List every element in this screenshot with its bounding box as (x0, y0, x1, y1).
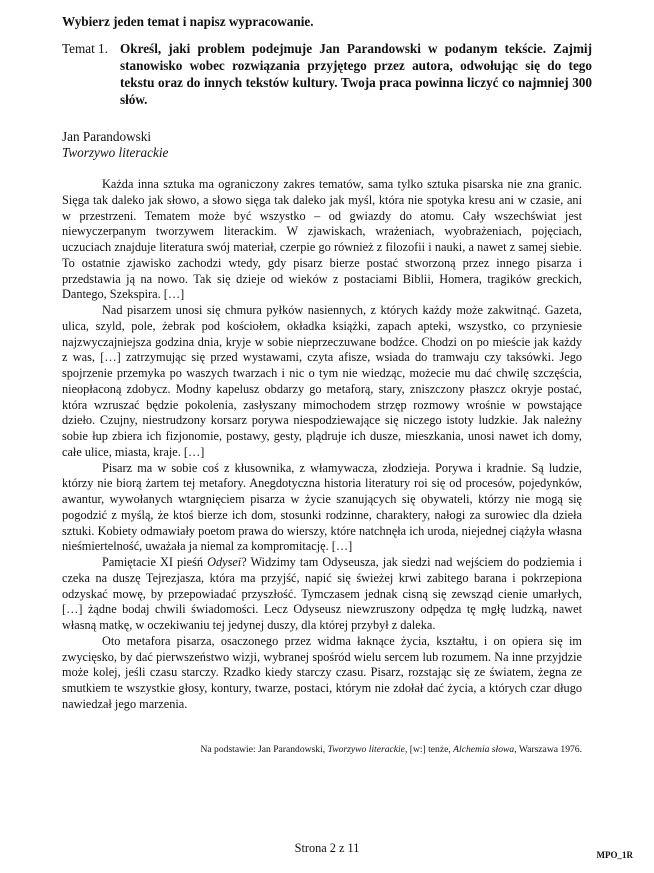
author-name: Jan Parandowski (62, 129, 152, 144)
task-1 (62, 40, 592, 108)
paragraph-4: Pamiętacie XI pieśń Odysei? Widzimy tam Odyseusza, jak siedzi nad wejściem do podziemia i czeka na duszę Tejrezjasza, która ma przyjść, napić się świeżej krwi zabitego barana i pokrzepiona odzyskać mowę, by przepowiadać przyszłość. Tymczasem jednak cisną się zewsząd cienie umarłych, […] żądne bodaj chwili świadomości. Lecz Odyseusz niewzruszony odpędza tę mgłę ludzką, nawet własną matkę, w oczekiwaniu tej jedynej duszy, dla której przybył z daleka. (62, 555, 582, 632)
work-title-odysei: Odysei (207, 555, 242, 569)
instruction: Wybierz jeden temat i napisz wypracowanie. (62, 14, 314, 29)
source-title-1: Tworzywo literackie (327, 744, 405, 755)
page-number: Strona 2 z 11 (294, 841, 360, 855)
source-middle: , [w:] tenże, (404, 744, 454, 755)
source-title-2: Alchemia słowa (453, 744, 515, 755)
exam-code: MPO_1R (596, 850, 633, 860)
paragraph-5: Oto metafora pisarza, osaczonego przez widma łaknące życia, kształtu, i on opiera się im zwycięsko, by dać pierwszeństwo wizji, wybranej spośród wielu sercem lub rozumem. Na inne przyjdzie może kolej, jeśli czasu starczy. Rzadko kiedy starczy czasu. Pisarz, rozstając się ze światem, żegna ze smutkiem te wszystkie głosy, kontury, twarze, postaci, którym nie zdołał dać życia, a których czar długo nawiedzał jego marzenia. (62, 633, 582, 711)
book-title: Tworzywo literackie (62, 145, 169, 160)
paragraph-3: Pisarz ma w sobie coś z kłusownika, z włamywacza, złodzieja. Porywa i kradnie. Są ludzie, którzy nie biorą żartem tej metafory. Anegdotyczna historia literatury roi się od procesów, pojedynków, awantur, wywołanych wtargnięciem pisarza w życie szanujących się obywateli, którzy nie mogą się pogodzić z myślą, że ktoś bierze ich dom, stosunki rodzinne, charaktery, nałogi za surowiec dla dzieła sztuki. Kobiety odmawiały poetom prawa do wierszy, które natchnęła ich uroda, niejednej ciążyła własna nieśmiertelność, uważała ja niemal za kompromitację. […] (62, 460, 582, 554)
source-citation (62, 744, 582, 756)
paragraph-1: Każda inna sztuka ma ograniczony zakres tematów, sama tylko sztuka pisarska nie zna granic. Sięga tak daleko jak słowo, a słowo sięga tak daleko jak myśl, która nie spotyka kresu ani w czasie, ani w przestrzeni. Tematem może być wszystko – od gwiazdy do atomu. Cały wszechświat jest niewyczerpanym tworzywem literackim. W zjawiskach, wrażeniach, wyobrażeniach, pojęciach, uczuciach znajduje literatura swój materiał, czerpie go również z filozofii i nauki, a nawet z samej siebie. To ostatnie zjawisko zachodzi wtedy, gdy pisarz bierze postać stworzoną przez innego pisarza i przedstawia ją na nowo. Tak się dzieje od wieków z postaciami Biblii, Homera, tragików greckich, Dantego, Szekspira. […] (62, 177, 582, 302)
source-suffix: , Warszawa 1976. (514, 744, 582, 755)
paragraph-2: Nad pisarzem unosi się chmura pyłków nasiennych, z których każdy może zakwitnąć. Gazeta, ulica, szyld, pole, żebrak pod kościołem, okładka książki, zapach apteki, wszystko, co przyniesie najzwyczajniejsza godzina dnia, kryje w sobie nieprzeczuwane bodźce. Chodzi on po mieście jak każdy z was, […] zatrzymując się przed wystawami, czyta afisze, wsiada do tramwaju czy taksówki. Jego spojrzenie przemyka po waszych twarzach i nic o tym nie wiedząc, możecie mu dać chwilę szczęścia, nieopłaconą zdobycz. Modny kapelusz obdarzy go metaforą, stary, zniszczony płaszcz okryje postać, która wzruszać będzie pokolenia, zasłyszany mimochodem strzęp rozmowy wrośnie w powstające dzieło. Czujny, niestrudzony korsarz porywa niespodziewające się niczego istoty ludzkie. Jak należny sobie łup zbiera ich fizjonomie, postawy, gesty, plądruje ich dusze, mieszkania, unosi nawet ich domy, całe ulice, miasta, kraje. […] (62, 303, 582, 459)
source-prefix: Na podstawie: Jan Parandowski, (200, 744, 328, 755)
excerpt (62, 177, 582, 713)
task-text: Określ, jaki problem podejmuje Jan Parandowski w podanym tekście. Zajmij stanowisko wobec rozwiązania przyjętego przez autora, odwołując się do tego tekstu oraz do innych tekstów kultury. Twoja praca powinna liczyć co najmniej 300 słów. (120, 41, 592, 107)
task-number: Temat 1. (62, 41, 108, 56)
